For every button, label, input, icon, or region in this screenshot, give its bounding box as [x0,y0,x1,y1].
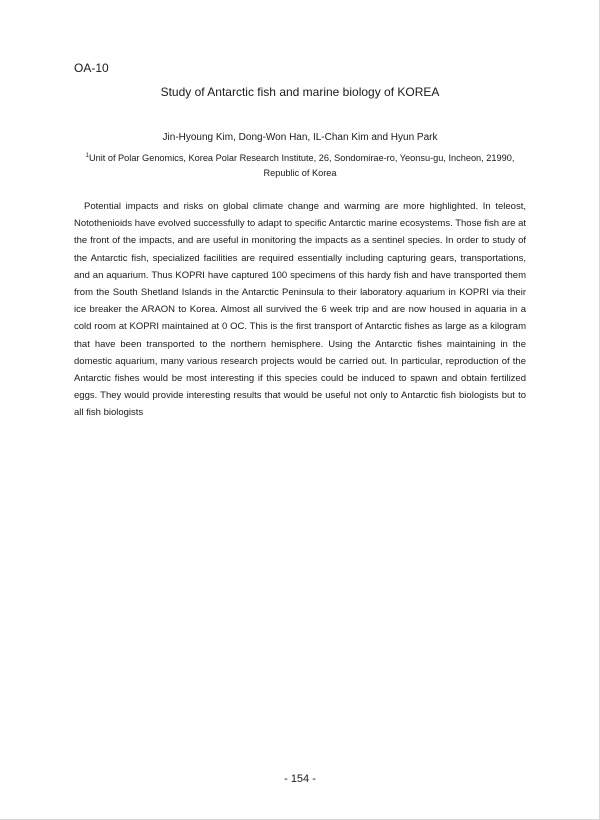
affiliation-marker: 1 [85,153,89,159]
affiliation [70,149,530,181]
page-number: - 154 - [284,773,316,785]
author-list: Jin-Hyoung Kim, Dong-Won Han, IL-Chan Kim and Hyun Park [162,132,438,143]
abstract-code: OA-10 [74,61,109,75]
abstract-body: Potential impacts and risks on global climate change and warming are more highlighted. In teleost, Notothenioids have evolved successfully to adapt to specific Antarctic marine ecosystems. Those fish are at the front of the impacts, and are useful in monitoring the impacts as a sentinel species. In order to study of the Antarctic fish, specialized facilities are required essentially including capturing gears, transportations, and an aquarium. Thus KOPRI have captured 100 specimens of this hardy fish and have transported them from the South Shetland Islands in the Antarctic Peninsula to their laboratory aquarium in KOPRI via their ice breaker the ARAON to Korea. Almost all survived the 6 week trip and are now housed in aquaria in a cold room at KOPRI maintained at 0 OC. This is the first transport of Antarctic fishes as large as a kilogram that have been transported to the northern hemisphere. Using the Antarctic fishes maintaining in the domestic aquarium, many various research projects would be carried out. In particular, reproduction of the Antarctic fishes would be most interesting if this species could be induced to spawn and obtain fertilized eggs. They would provide interesting results that would be useful not only to Antarctic fish biologists but to all fish biologists [74,201,526,419]
affiliation-text: Unit of Polar Genomics, Korea Polar Research Institute, 26, Sondomirae-ro, Yeonsu-gu, Incheon, 21990, Republic of Korea [88,153,515,178]
paper-title: Study of Antarctic fish and marine biology of KOREA [160,85,440,99]
